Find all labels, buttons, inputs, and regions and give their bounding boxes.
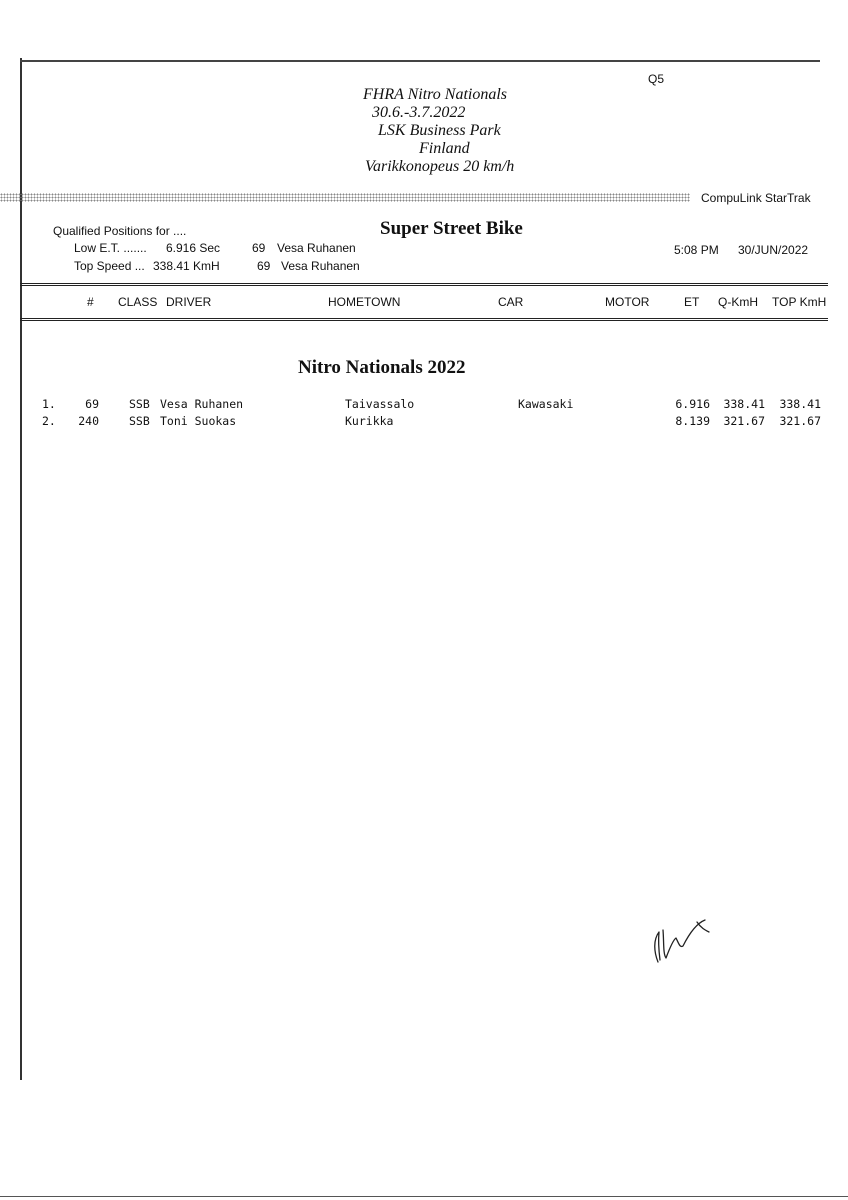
qualified-heading: Qualified Positions for .... — [53, 224, 187, 238]
col-qkmh: Q-KmH — [718, 295, 758, 309]
left-border — [20, 58, 22, 1080]
col-driver: DRIVER — [166, 295, 212, 309]
row-car: Kawasaki — [518, 397, 574, 411]
row-position: 1. — [42, 397, 56, 411]
row-et: 6.916 — [675, 397, 710, 411]
event-venue: LSK Business Park — [378, 122, 501, 139]
col-num: # — [87, 295, 94, 309]
event-title: FHRA Nitro Nationals — [363, 86, 508, 103]
row-topkmh: 338.41 — [779, 397, 821, 411]
section-title: Nitro Nationals 2022 — [298, 357, 466, 378]
row-number: 240 — [78, 414, 99, 428]
header-rule-top-2 — [20, 285, 828, 286]
row-et: 8.139 — [675, 414, 710, 428]
bottom-border — [0, 1196, 848, 1197]
row-qkmh: 338.41 — [723, 397, 765, 411]
col-et: ET — [684, 295, 700, 309]
low-et-num: 69 — [252, 241, 266, 255]
col-motor: MOTOR — [605, 295, 650, 309]
row-qkmh: 321.67 — [723, 414, 765, 428]
row-number: 69 — [85, 397, 99, 411]
top-speed-value: 338.41 KmH — [153, 259, 220, 273]
header-rule-bottom-2 — [20, 320, 828, 321]
page-id: Q5 — [648, 72, 665, 86]
row-driver: Vesa Ruhanen — [160, 397, 244, 411]
col-topkmh: TOP KmH — [772, 295, 827, 309]
row-driver: Toni Suokas — [160, 414, 237, 428]
class-title: Super Street Bike — [380, 218, 523, 239]
row-class: SSB — [129, 414, 150, 428]
header-rule-top — [20, 283, 828, 284]
col-car: CAR — [498, 295, 524, 309]
col-hometown: HOMETOWN — [328, 295, 401, 309]
low-et-driver: Vesa Ruhanen — [277, 241, 356, 255]
top-speed-num: 69 — [257, 259, 271, 273]
row-hometown: Taivassalo — [345, 397, 415, 411]
header-rule-bottom — [20, 318, 828, 319]
dotted-separator — [0, 193, 690, 202]
event-country: Finland — [419, 140, 470, 157]
signature — [645, 910, 715, 970]
low-et-value: 6.916 Sec — [166, 241, 221, 255]
top-speed-driver: Vesa Ruhanen — [281, 259, 360, 273]
event-dates: 30.6.-3.7.2022 — [372, 104, 466, 121]
low-et-label: Low E.T. ....... — [74, 241, 147, 255]
col-class: CLASS — [118, 295, 158, 309]
top-border — [20, 60, 820, 62]
report-date: 30/JUN/2022 — [738, 243, 809, 257]
event-speed-limit: Varikkonopeus 20 km/h — [365, 158, 515, 175]
row-topkmh: 321.67 — [779, 414, 821, 428]
row-position: 2. — [42, 414, 56, 428]
row-hometown: Kurikka — [345, 414, 394, 428]
top-speed-label: Top Speed ... — [74, 259, 145, 273]
row-class: SSB — [129, 397, 150, 411]
report-time: 5:08 PM — [674, 243, 719, 257]
system-label: CompuLink StarTrak — [701, 191, 811, 205]
